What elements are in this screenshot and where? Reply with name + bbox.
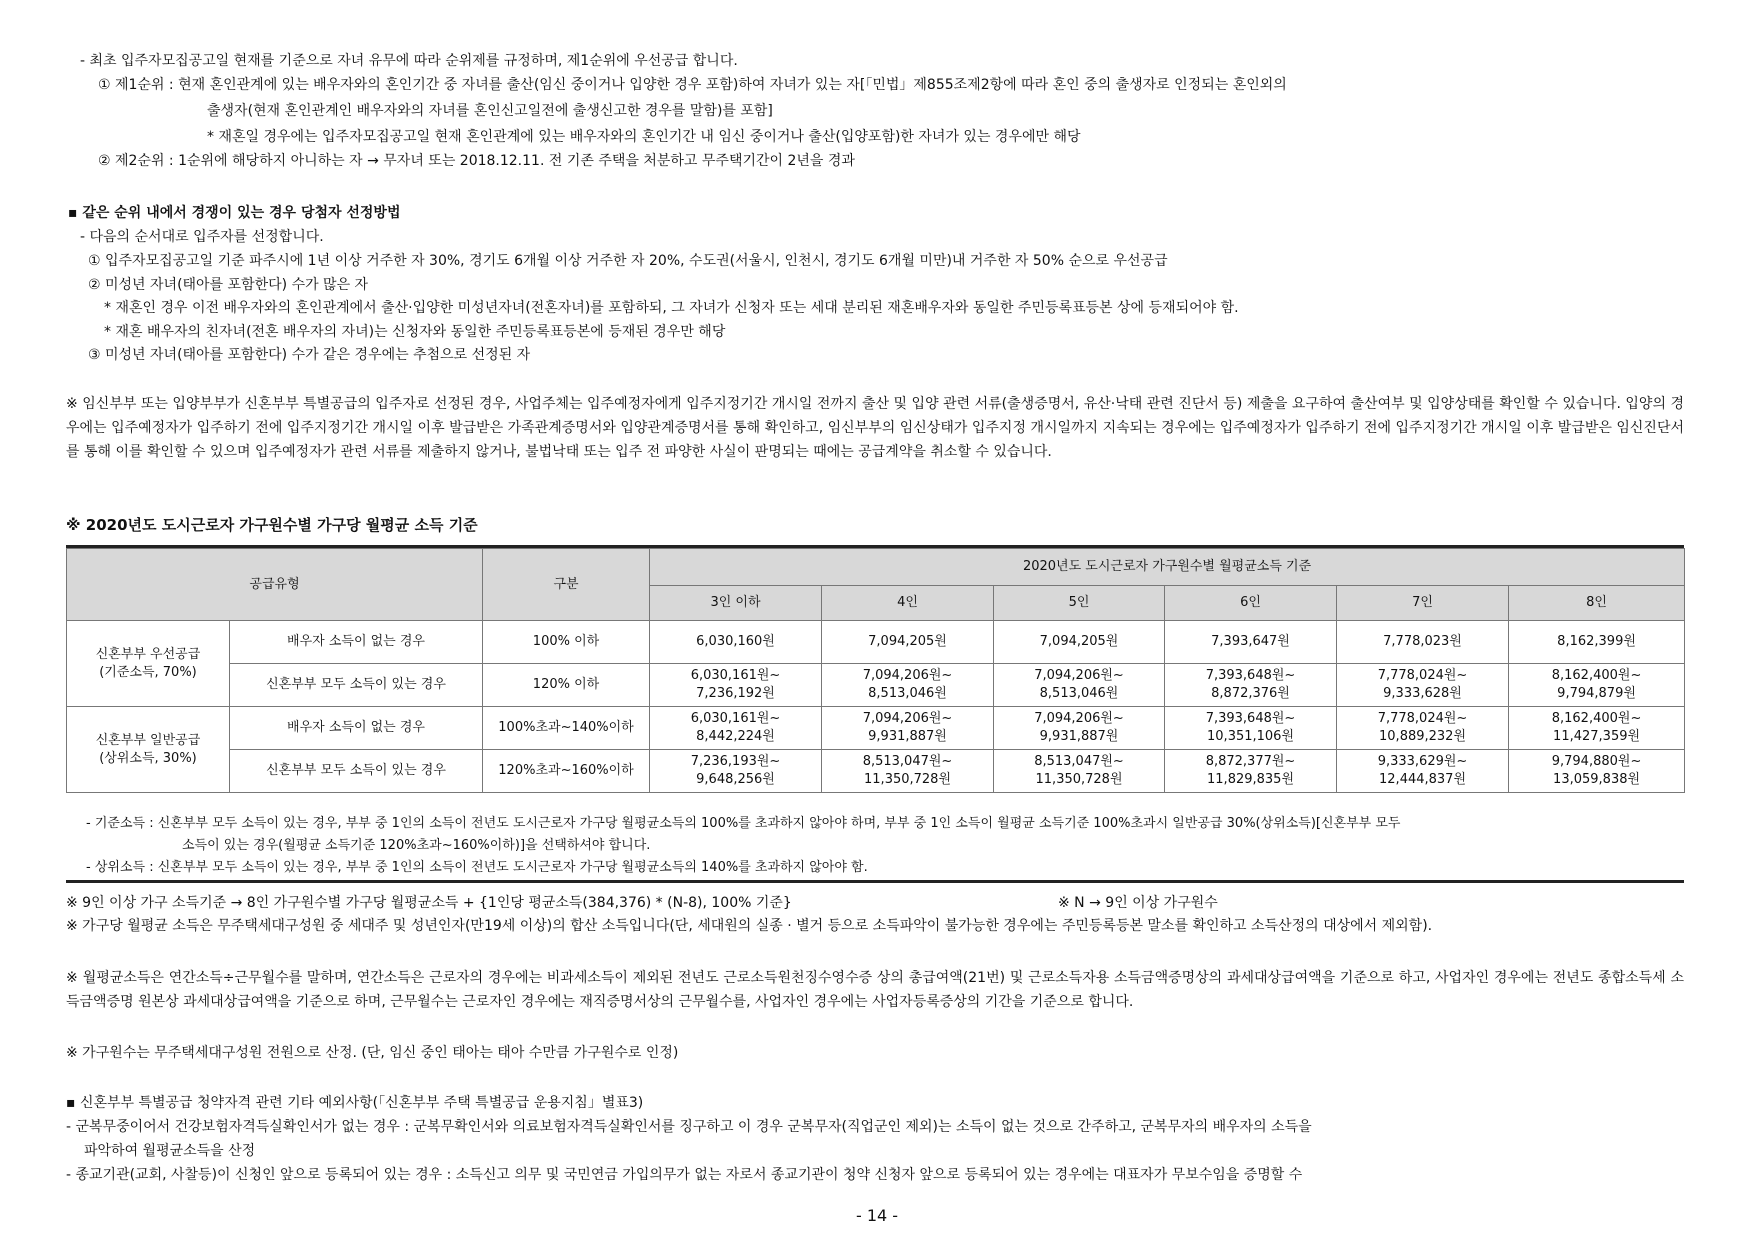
rank1-line2: 출생자(현재 혼인관계인 배우자와의 자녀를 혼인신고일전에 출생신고한 경우를 말함)를 포함] (207, 103, 773, 119)
rank1-line1: ① 제1순위 : 현재 혼인관계에 있는 배우자와의 혼인기간 중 자녀를 출산(임신 중이거나 입양한 경우 포함)하여 자녀가 있는 자[「민법」제855조제2항에 따라 혼인 중의 출생자로 인정되는 혼인외의 (98, 77, 1287, 93)
pregnancy-adoption-note: ※ 임신부부 또는 입양부부가 신혼부부 특별공급의 입주자로 선정된 경우, 사업주체는 입주예정자에게 입주지정기간 개시일 전까지 출산 및 입양 관련 서류(출생증명서, 유산·낙태 관련 진단서 등) 제출을 요구하여 출산여부 및 입양상태를 확인할 수 있습니다. 입양의 경우에는 입주예정자가 입주하기 전에 입주지정기간 개시일 이후 발급받은 가족관계증명서와 입양관계증명서를 통해 확인하고, 임신부부의 임신상태가 입주지정 개시일까지 지속되는 경우에는 입주예정자가 입주하기 전에 입주지정기간 개시일 이후 발급받은 임신진단서를 통해 이를 확인할 수 있으며 입주예정자가 관련 서류를 제출하지 않거나, 불법낙태 또는 입주 전 파양한 사실이 판명되는 때에는 공급계약을 취소할 수 있습니다. (66, 396, 1684, 460)
value-cell: 7,094,206원~ 8,513,046원 (822, 664, 994, 707)
row-sub-label: 배우자 소득이 없는 경우 (230, 707, 483, 750)
value-cell: 7,094,206원~ 9,931,887원 (994, 707, 1165, 750)
table-footnote-standard-cont: 소득이 있는 경우(월평균 소득기준 120%초과~160%이하)]을 선택하셔야 합니다. (182, 838, 651, 853)
group-priority-supply: 신혼부부 우선공급 (기준소득, 70%) (67, 621, 230, 707)
exception-military-line2: 파악하여 월평균소득을 산정 (84, 1143, 256, 1159)
header-col-3-or-less: 3인 이하 (650, 586, 822, 621)
note-monthly-income: ※ 월평균소득은 연간소득÷근무월수를 말하며, 연간소득은 근로자의 경우에는 비과세소득이 제외된 전년도 근로소득원천징수영수증 상의 총급여액(21번) 및 근로소득자용 소득금액증명상의 과세대상급여액을 기준으로 하고, 사업자인 경우에는 전년도 종합소득세 소득금액증명 원본상 과세대상급여액을 기준으로 하며, 근무월수는 근로자인 경우에는 재직증명서상의 근무월수를, 사업자인 경우에는 사업자등록증상의 기간을 기준으로 합니다. (66, 970, 1684, 1010)
ranking-intro: - 최초 입주자모집공고일 현재를 기준으로 자녀 유무에 따라 순위제를 규정하며, 제1순위에 우선공급 합니다. (80, 53, 738, 69)
table-footnote-standard: - 기준소득 : 신혼부부 모두 소득이 있는 경우, 부부 중 1인의 소득이 전년도 도시근로자 가구당 월평균소득의 100%를 초과하지 않아야 하며, 부부 중 1인 소득이 월평균 소득기준 100%초과시 일반공급 30%(상위소득)[신혼부부 모두 (86, 816, 1401, 831)
value-cell: 7,778,024원~ 10,889,232원 (1337, 707, 1509, 750)
value-cell: 6,030,161원~ 7,236,192원 (650, 664, 822, 707)
header-col-8: 8인 (1509, 586, 1685, 621)
table-row (67, 664, 1685, 707)
table-row (67, 707, 1685, 750)
selection-item-2-note-1: * 재혼인 경우 이전 배우자와의 혼인관계에서 출산·입양한 미성년자녀(전혼자녀)를 포함하되, 그 자녀가 신청자 또는 세대 분리된 재혼배우자와 동일한 주민등록표등본 상에 등재되어야 함. (104, 300, 1239, 316)
value-cell: 7,094,205원 (994, 621, 1165, 664)
header-division: 구분 (483, 549, 650, 621)
income-table-title: ※ 2020년도 도시근로자 가구원수별 가구당 월평균 소득 기준 (66, 516, 478, 534)
row-sub-label: 배우자 소득이 없는 경우 (230, 621, 483, 664)
table-row (67, 621, 1685, 664)
selection-intro: - 다음의 순서대로 입주자를 선정합니다. (80, 229, 324, 245)
value-cell: 9,333,629원~ 12,444,837원 (1337, 750, 1509, 793)
value-cell: 7,236,193원~ 9,648,256원 (650, 750, 822, 793)
value-cell: 8,162,399원 (1509, 621, 1685, 664)
header-col-7: 7인 (1337, 586, 1509, 621)
exceptions-title: ▪ 신혼부부 특별공급 청약자격 관련 기타 예외사항(「신혼부부 주택 특별공급 운용지침」별표3) (66, 1095, 644, 1111)
group-general-supply: 신혼부부 일반공급 (상위소득, 30%) (67, 707, 230, 793)
row-percent: 100% 이하 (483, 621, 650, 664)
row-sub-label: 신혼부부 모두 소득이 있는 경우 (230, 750, 483, 793)
selection-item-2-note-2: * 재혼 배우자의 친자녀(전혼 배우자의 자녀)는 신청자와 동일한 주민등록표등본에 등재된 경우만 해당 (104, 324, 726, 340)
value-cell: 7,778,024원~ 9,333,628원 (1337, 664, 1509, 707)
row-percent: 120%초과~160%이하 (483, 750, 650, 793)
value-cell: 8,872,377원~ 11,829,835원 (1165, 750, 1337, 793)
value-cell: 7,393,647원 (1165, 621, 1337, 664)
exception-military-line1: - 군복무중이어서 건강보험자격득실확인서가 없는 경우 : 군복무확인서와 의료보험자격득실확인서를 징구하고 이 경우 군복무자(직업군인 제외)는 소득이 없는 것으로 간주하고, 군복무자의 배우자의 소득을 (66, 1119, 1312, 1135)
header-col-5: 5인 (994, 586, 1165, 621)
selection-item-2: ② 미성년 자녀(태아를 포함한다) 수가 많은 자 (88, 277, 369, 293)
exception-religious: - 종교기관(교회, 사찰등)이 신청인 앞으로 등록되어 있는 경우 : 소득신고 의무 및 국민연금 가입의무가 없는 자로서 종교기관이 청약 신청자 앞으로 등록되어 있는 경우에는 대표자가 무보수임을 증명할 수 (66, 1167, 1303, 1183)
header-col-6: 6인 (1165, 586, 1337, 621)
rank2-line: ② 제2순위 : 1순위에 해당하지 아니하는 자 → 무자녀 또는 2018.12.11. 전 기존 주택을 처분하고 무주택기간이 2년을 경과 (98, 153, 855, 169)
value-cell: 8,162,400원~ 9,794,879원 (1509, 664, 1685, 707)
value-cell: 7,778,023원 (1337, 621, 1509, 664)
value-cell: 7,094,205원 (822, 621, 994, 664)
note-household-income: ※ 가구당 월평균 소득은 무주택세대구성원 중 세대주 및 성년인자(만19세 이상)의 합산 소득입니다(단, 세대원의 실종 · 별거 등으로 소득파악이 불가능한 경우에는 주민등록등본 말소를 확인하고 소득산정의 대상에서 제외함). (66, 918, 1433, 934)
note-n-definition: ※ N → 9인 이상 가구원수 (1058, 895, 1218, 911)
selection-item-3: ③ 미성년 자녀(태아를 포함한다) 수가 같은 경우에는 추첨으로 선정된 자 (88, 347, 531, 363)
value-cell: 7,094,206원~ 8,513,046원 (994, 664, 1165, 707)
value-cell: 9,794,880원~ 13,059,838원 (1509, 750, 1685, 793)
row-percent: 120% 이하 (483, 664, 650, 707)
note-household-count: ※ 가구원수는 무주택세대구성원 전원으로 산정. (단, 임신 중인 태아는 태아 수만큼 가구원수로 인정) (66, 1045, 679, 1061)
value-cell: 8,513,047원~ 11,350,728원 (994, 750, 1165, 793)
row-percent: 100%초과~140%이하 (483, 707, 650, 750)
table-footnote-upper: - 상위소득 : 신혼부부 모두 소득이 있는 경우, 부부 중 1인의 소득이 전년도 도시근로자 가구당 월평균소득의 140%를 초과하지 않아야 함. (86, 860, 868, 875)
value-cell: 8,513,047원~ 11,350,728원 (822, 750, 994, 793)
value-cell: 6,030,160원 (650, 621, 822, 664)
header-supply-type: 공급유형 (67, 549, 483, 621)
value-cell: 7,393,648원~ 10,351,106원 (1165, 707, 1337, 750)
selection-item-1: ① 입주자모집공고일 기준 파주시에 1년 이상 거주한 자 30%, 경기도 6개월 이상 거주한 자 20%, 수도권(서울시, 인천시, 경기도 6개월 미만)내 거주한 자 50% 순으로 우선공급 (88, 253, 1168, 269)
table-bottom-rule (66, 880, 1684, 883)
table-row (67, 750, 1685, 793)
note-9-plus-household: ※ 9인 이상 가구 소득기준 → 8인 가구원수별 가구당 월평균소득 + {1인당 평균소득(384,376) * (N-8), 100% 기준} (66, 895, 792, 911)
value-cell: 6,030,161원~ 8,442,224원 (650, 707, 822, 750)
header-col-4: 4인 (822, 586, 994, 621)
value-cell: 8,162,400원~ 11,427,359원 (1509, 707, 1685, 750)
value-cell: 7,094,206원~ 9,931,887원 (822, 707, 994, 750)
header-income-group: 2020년도 도시근로자 가구원수별 월평균소득 기준 (650, 549, 1685, 586)
row-sub-label: 신혼부부 모두 소득이 있는 경우 (230, 664, 483, 707)
rank1-remarriage-note: * 재혼일 경우에는 입주자모집공고일 현재 혼인관계에 있는 배우자와의 혼인기간 내 임신 중이거나 출산(입양포함)한 자녀가 있는 경우에만 해당 (207, 129, 1081, 145)
page-number: - 14 - (855, 1206, 899, 1225)
income-standard-table (66, 548, 1685, 793)
value-cell: 7,393,648원~ 8,872,376원 (1165, 664, 1337, 707)
selection-title: ▪ 같은 순위 내에서 경쟁이 있는 경우 당첨자 선정방법 (68, 205, 401, 221)
